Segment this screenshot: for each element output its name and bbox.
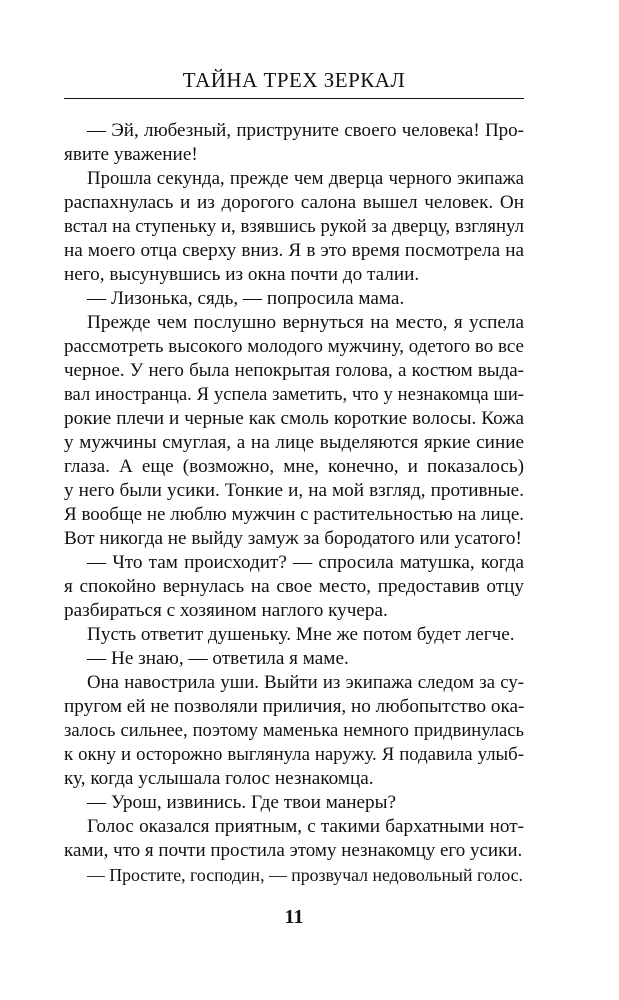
paragraph (64, 551, 524, 623)
text-line: глаза. А еще (возможно, мне, конечно, и показалось) (64, 456, 524, 477)
paragraph (64, 863, 524, 887)
running-title: ТАЙНА ТРЕХ ЗЕРКАЛ (182, 68, 406, 92)
text-line: — Урош, извинись. Где твои манеры? (87, 792, 397, 813)
text-line: я спокойно вернулась на свое место, предоставив отцу (64, 576, 524, 597)
text-line: разбираться с хозяином наглого кучера. (64, 600, 388, 621)
text-line: Она навострила уши. Выйти из экипажа следом за су- (87, 672, 524, 693)
paragraph (64, 791, 524, 815)
page-number: 11 (284, 906, 304, 928)
text-line: залось сильнее, поэтому маменька немного придвинулась (64, 720, 524, 741)
text-line: рассмотреть высокого молодого мужчину, одетого во все (64, 336, 524, 357)
text-line: у него были усики. Тонкие и, на мой взгляд, противные. (64, 480, 524, 501)
header-rule (64, 98, 524, 99)
text-line: Прежде чем послушно вернуться на место, я успела (87, 312, 524, 333)
paragraph (64, 671, 524, 791)
paragraph (64, 623, 524, 647)
paragraph (64, 311, 524, 551)
text-line: — Что там происходит? — спросила матушка, когда (87, 552, 524, 573)
text-line: явите уважение! (64, 144, 198, 165)
text-line: черное. У него была непокрытая голова, а костюм выда- (64, 360, 524, 381)
text-line: вал иностранца. Я успела заметить, что у незнакомца ши- (64, 384, 524, 405)
text-line: — Не знаю, — ответила я маме. (87, 648, 349, 669)
text-line: распахнулась и из дорогого салона вышел человек. Он (64, 192, 524, 213)
text-line: Вот никогда не выйду замуж за бородатого или усатого! (64, 528, 522, 549)
text-line: — Эй, любезный, приструните своего человека! Про- (87, 120, 524, 141)
text-line: него, высунувшись из окна почти до талии. (64, 264, 420, 285)
text-line: у мужчины смуглая, а на лице выделяются яркие синие (64, 432, 524, 453)
text-line: Голос оказался приятным, с такими бархатными нот- (87, 816, 524, 837)
text-line: пругом ей не позволяли приличия, но любопытство ока- (64, 696, 525, 717)
page-body (64, 119, 524, 887)
text-line: — Лизонька, сядь, — попросила мама. (87, 288, 405, 309)
text-line: Я вообще не люблю мужчин с растительностью на лице. (64, 504, 524, 525)
paragraph (64, 815, 524, 863)
text-line: — Простите, господин, — прозвучал недовольный голос. (87, 865, 523, 885)
text-line: Пусть ответит душеньку. Мне же потом будет легче. (87, 624, 515, 645)
paragraph (64, 119, 524, 167)
text-line: на моего отца сверху вниз. Я в это время посмотрела на (64, 240, 524, 261)
paragraph (64, 167, 524, 287)
paragraph (64, 287, 524, 311)
text-line: ками, что я почти простила этому незнакомцу его усики. (64, 840, 523, 861)
text-line: ку, когда услышала голос незнакомца. (64, 768, 374, 789)
paragraph (64, 647, 524, 671)
text-line: встал на ступеньку и, взявшись рукой за дверцу, взглянул (64, 216, 524, 237)
text-line: рокие плечи и черные как смоль короткие волосы. Кожа (64, 408, 524, 429)
text-line: к окну и осторожно выглянула наружу. Я подавила улыб- (64, 744, 524, 765)
text-line: Прошла секунда, прежде чем дверца черного экипажа (87, 168, 524, 189)
